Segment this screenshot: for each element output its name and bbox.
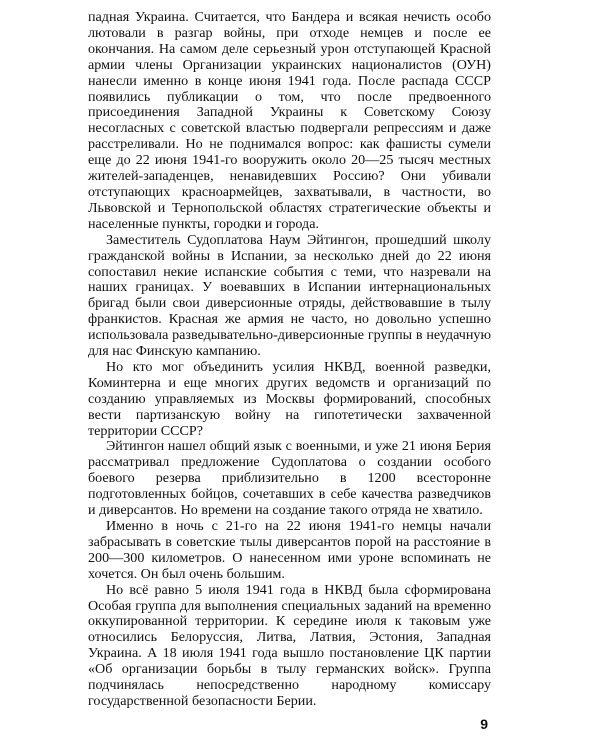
paragraph-4: Эйтингон нашел общий язык с военными, и уже 21 июня Берия рассматривал предложение Судоплатова о создании особого боевого резерва приблизительно в 1200 всесторонне подготовленных бойцов, сочетавших в себе качества разведчиков и диверсантов. Но времени на создание такого отряда не хватило. [88,438,491,519]
page-number: 9 [480,716,488,732]
paragraph-5: Именно в ночь с 21-го на 22 июня 1941-го немцы начали забрасывать в советские тылы диверсантов порой на расстояние в 200—300 километров. О нанесенном ими уроне вспоминать не хочется. Он был очень большим. [88,518,491,582]
paragraph-1: падная Украина. Считается, что Бандера и всякая нечисть особо лютовали в разгар войны, при отходе немцев и после ее окончания. На самом деле серьезный урон отступающей Красной армии члены Организации украинских националистов (ОУН) нанесли именно в конце июня 1941 года. После распада СССР появились публикации о том, что после предвоенного присоединения Западной Украины к Советскому Союзу несогласных с советской властью подвергали репрессиям и даже расстреливали. Но не поднимался вопрос: как фашисты сумели еще до 22 июня 1941-го вооружить около 20—25 тысяч местных жителей-западенцев, ненавидевших Россию? Они убивали отступающих красноармейцев, захватывали, в частности, во Львовской и Тернопольской областях стратегические объекты и населенные пункты, городки и города. [88,9,491,232]
paragraph-6: Но всё равно 5 июля 1941 года в НКВД была сформирована Особая группа для выполнения специальных заданий на временно оккупированной территории. К середине июля к таковым уже относились Белоруссия, Литва, Латвия, Эстония, Западная Украина. А 18 июля 1941 года вышло постановление ЦК партии «Об организации борьбы в тылу германских войск». Группа подчинялась непосредственно народному комиссару государственной безопасности Берии. [88,581,491,709]
page-text [88,10,491,710]
paragraph-3: Но кто мог объединить усилия НКВД, военной разведки, Коминтерна и еще многих других ведомств и организаций по созданию управляемых из Москвы формирований, способных вести партизанскую войну на гипотетически захваченной территории СССР? [88,358,491,439]
paragraph-2: Заместитель Судоплатова Наум Эйтингон, прошедший школу гражданской войны в Испании, за несколько дней до 22 июня сопоставил некие испанские события с теми, что назревали на наших границах. У воевавших в Испании интернациональных бригад были свои диверсионные отряды, действовавшие в тылу франкистов. Красная же армия не часто, но довольно успешно использовала разведывательно-диверсионные группы в неудачную для нас Финскую кампанию. [88,231,491,360]
